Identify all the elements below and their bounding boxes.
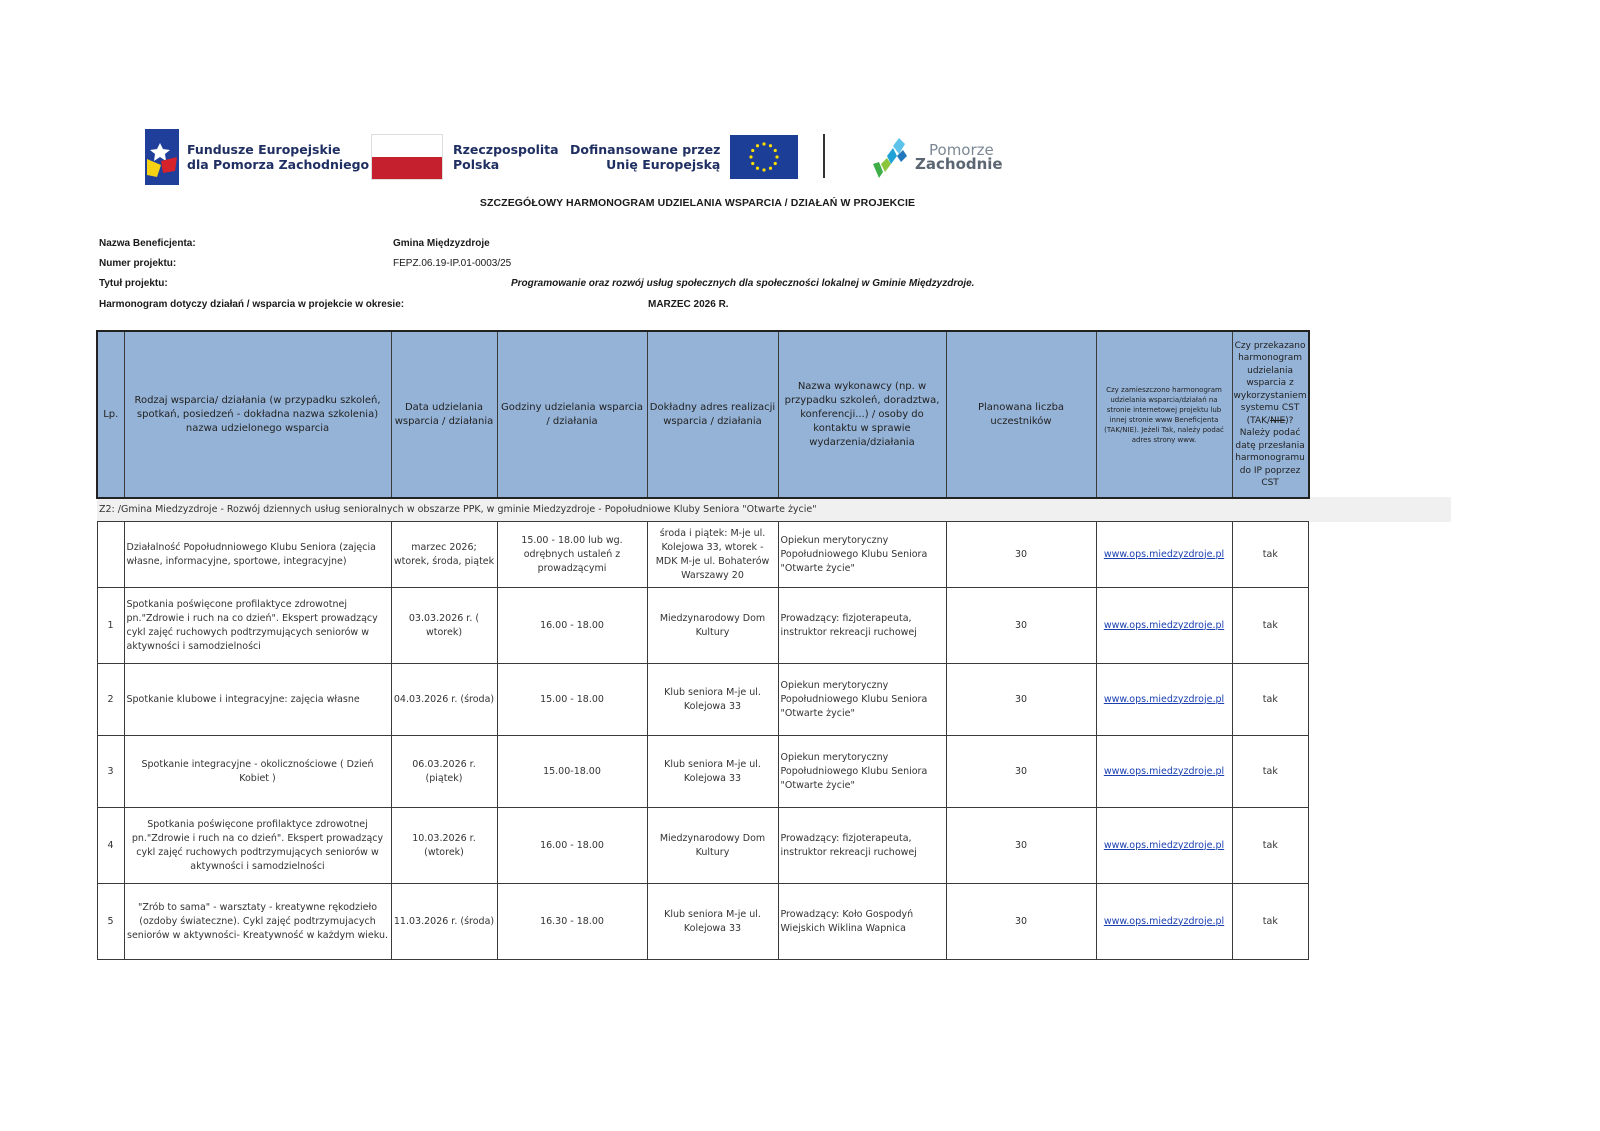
fe-emblem-icon (145, 129, 179, 185)
row-date: 10.03.2026 r. (wtorek) (391, 808, 497, 884)
header-date: Data udzielania wsparcia / działania (391, 331, 497, 498)
row-hours: 16.30 - 18.00 (497, 884, 647, 960)
eu-line1: Dofinansowane przez (570, 142, 721, 157)
row-cst: tak (1232, 884, 1309, 960)
row-cst: tak (1232, 736, 1309, 808)
pl-line2: Polska (453, 157, 500, 172)
polish-flag-icon (371, 134, 443, 180)
row-date: 04.03.2026 r. (środa) (391, 664, 497, 736)
project-number-label: Numer projektu: (99, 258, 177, 269)
website-link[interactable]: www.ops.miedzyzdroje.pl (1103, 765, 1225, 777)
row-participants: 30 (946, 736, 1096, 808)
website-link[interactable]: www.ops.miedzyzdroje.pl (1103, 839, 1225, 851)
beneficiary-label: Nazwa Beneficjenta: (99, 238, 196, 249)
row-contractor: Prowadzący: fizjoterapeuta, instruktor rekreacji ruchowej (778, 808, 946, 884)
eu-star (750, 155, 753, 158)
row-address: Miedzynarodowy Dom Kultury (647, 588, 778, 664)
project-title-value: Programowanie oraz rozwój usług społecznych dla społeczności lokalnej w Gminie Międzyzdroje. (511, 278, 975, 289)
row-contractor: Opiekun merytoryczny Popołudniowego Klubu Seniora "Otwarte życie" (778, 664, 946, 736)
header-cst-post: )? Należy podać datę przesłania harmonogramu do IP poprzez CST (1235, 415, 1305, 488)
header-address: Dokładny adres realizacji wsparcia / działania (647, 331, 778, 498)
row-cst: tak (1232, 808, 1309, 884)
pz-line2: Zachodnie (915, 155, 1003, 173)
eu-star (763, 142, 766, 145)
table-row (97, 522, 1309, 588)
eu-star (751, 149, 754, 152)
row-contractor: Prowadzący: fizjoterapeuta, instruktor rekreacji ruchowej (778, 588, 946, 664)
row-website (1096, 808, 1232, 884)
row-date: 11.03.2026 r. (środa) (391, 884, 497, 960)
schedule-table (96, 330, 1310, 960)
row-type: Działalność Popołudnniowego Klubu Seniora (zajęcia własne, informacyjne, sportowe, integracyjne) (124, 522, 391, 588)
pz-line1: Pomorze (929, 141, 994, 159)
table-row (97, 884, 1309, 960)
row-hours: 15.00 - 18.00 (497, 664, 647, 736)
website-link[interactable]: www.ops.miedzyzdroje.pl (1103, 619, 1225, 631)
header-participants: Planowana liczba uczestników (946, 331, 1096, 498)
row-type: Spotkanie klubowe i integracyjne: zajęcia własne (124, 664, 391, 736)
eu-flag-icon (730, 135, 798, 179)
row-date: marzec 2026; wtorek, środa, piątek (391, 522, 497, 588)
row-contractor: Opiekun merytoryczny Popołudniowego Klubu Seniora "Otwarte życie" (778, 736, 946, 808)
row-date: 06.03.2026 r. (piątek) (391, 736, 497, 808)
header-cst-strike: NIE (1270, 415, 1286, 426)
row-cst: tak (1232, 522, 1309, 588)
row-cst: tak (1232, 588, 1309, 664)
row-participants: 30 (946, 808, 1096, 884)
project-number-value: FEPZ.06.19-IP.01-0003/25 (393, 258, 512, 269)
pz-emblem-icon (871, 134, 911, 180)
header-hours: Godziny udzielania wsparcia / działania (497, 331, 647, 498)
row-website (1096, 664, 1232, 736)
table-row (97, 664, 1309, 736)
section-title: Z2: /Gmina Miedzyzdroje - Rozwój dziennych usług senioralnych w obszarze PPK, w gminie Miedzyzdroje - Popołudniowe Kluby Seniora "Otwarte życie" (97, 498, 1309, 522)
table-row (97, 736, 1309, 808)
row-address: środa i piątek: M-je ul. Kolejowa 33, wtorek - MDK M-je ul. Bohaterów Warszawy 20 (647, 522, 778, 588)
row-hours: 16.00 - 18.00 (497, 588, 647, 664)
row-website (1096, 736, 1232, 808)
period-value: MARZEC 2026 R. (648, 299, 729, 310)
row-address: Klub seniora M-je ul. Kolejowa 33 (647, 664, 778, 736)
website-link[interactable]: www.ops.miedzyzdroje.pl (1103, 548, 1225, 560)
section-row (97, 498, 1309, 522)
table-row (97, 588, 1309, 664)
pomorze-zachodnie-logo (871, 126, 1003, 188)
eu-star (756, 144, 759, 147)
beneficiary-value: Gmina Międzyzdroje (393, 238, 490, 249)
row-lp (97, 522, 124, 588)
document-title: SZCZEGÓŁOWY HARMONOGRAM UDZIELANIA WSPARCIA / DZIAŁAŃ W PROJEKCIE (479, 197, 916, 209)
row-website (1096, 588, 1232, 664)
header-cst (1232, 331, 1309, 498)
row-hours: 15.00-18.00 (497, 736, 647, 808)
header-website: Czy zamieszczono harmonogram udzielania wsparcia/działań na stronie internetowej projektu lub innej stronie www Beneficjenta (TAK/NIE). Jeżeli Tak, należy podać adres strony www. (1096, 331, 1232, 498)
row-contractor: Opiekun merytoryczny Popołudniowego Klubu Seniora "Otwarte życie" (778, 522, 946, 588)
table-row (97, 808, 1309, 884)
row-participants: 30 (946, 664, 1096, 736)
row-contractor: Prowadzący: Koło Gospodyń Wiejskich Wiklina Wapnica (778, 884, 946, 960)
row-lp: 4 (97, 808, 124, 884)
row-address: Klub seniora M-je ul. Kolejowa 33 (647, 884, 778, 960)
eu-star (769, 144, 772, 147)
pl-line1: Rzeczpospolita (453, 142, 559, 157)
row-lp: 5 (97, 884, 124, 960)
row-type: "Zrób to sama" - warsztaty - kreatywne rękodzieło (ozdoby świateczne). Cykl zajęć podtrzymujacych seniorów w aktywności- Kreatywność w każdym wieku. (124, 884, 391, 960)
row-cst: tak (1232, 664, 1309, 736)
row-lp: 2 (97, 664, 124, 736)
rzeczpospolita-polska-logo (371, 126, 559, 188)
project-title-label: Tytuł projektu: (99, 278, 168, 289)
eu-star (774, 149, 777, 152)
website-link[interactable]: www.ops.miedzyzdroje.pl (1103, 693, 1225, 705)
logo-divider (823, 134, 825, 178)
header-cst-pre: Czy przekazano harmonogram udzielania wsparcia z wykorzystaniem systemu CST (TAK/ (1233, 340, 1307, 426)
eu-star (751, 162, 754, 165)
row-website (1096, 884, 1232, 960)
row-address: Miedzynarodowy Dom Kultury (647, 808, 778, 884)
eu-star (763, 168, 766, 171)
eu-star (774, 162, 777, 165)
header-type: Rodzaj wsparcia/ działania (w przypadku szkoleń, spotkań, posiedzeń - dokładna nazwa szkolenia) nazwa udzielonego wsparcia (124, 331, 391, 498)
eu-line2: Unię Europejską (606, 157, 721, 172)
header-row (97, 331, 1309, 498)
row-address: Klub seniora M-je ul. Kolejowa 33 (647, 736, 778, 808)
row-type: Spotkania poświęcone profilaktyce zdrowotnej pn."Zdrowie i ruch na co dzień". Ekspert prowadzący cykl zajęć ruchowych podtrzymujących seniorów w aktywności i samodzielności (124, 588, 391, 664)
row-participants: 30 (946, 588, 1096, 664)
fe-line2: dla Pomorza Zachodniego (187, 157, 370, 172)
eu-star (756, 167, 759, 170)
row-lp: 1 (97, 588, 124, 664)
eu-cofunded-logo (570, 126, 798, 188)
row-website (1096, 522, 1232, 588)
section-row-extension (1300, 497, 1451, 522)
header-lp: Lp. (97, 331, 124, 498)
row-date: 03.03.2026 r. ( wtorek) (391, 588, 497, 664)
period-label: Harmonogram dotyczy działań / wsparcia w projekcie w okresie: (99, 299, 405, 310)
fundusze-europejskie-logo (145, 126, 369, 188)
website-link[interactable]: www.ops.miedzyzdroje.pl (1103, 915, 1225, 927)
row-lp: 3 (97, 736, 124, 808)
logo-strip (145, 126, 1005, 188)
row-hours: 15.00 - 18.00 lub wg. odrębnych ustaleń z prowadzącymi (497, 522, 647, 588)
row-type: Spotkania poświęcone profilaktyce zdrowotnej pn."Zdrowie i ruch na co dzień". Ekspert prowadzący cykl zajęć ruchowych podtrzymujących seniorów w aktywności i samodzielności (124, 808, 391, 884)
eu-star (769, 167, 772, 170)
eu-star (776, 155, 779, 158)
header-contractor: Nazwa wykonawcy (np. w przypadku szkoleń, doradztwa, konferencji...) / osoby do kontaktu w sprawie wydarzenia/działania (778, 331, 946, 498)
fe-line1: Fundusze Europejskie (187, 142, 341, 157)
row-participants: 30 (946, 522, 1096, 588)
row-type: Spotkanie integracyjne - okolicznościowe ( Dzień Kobiet ) (124, 736, 391, 808)
row-hours: 16.00 - 18.00 (497, 808, 647, 884)
row-participants: 30 (946, 884, 1096, 960)
